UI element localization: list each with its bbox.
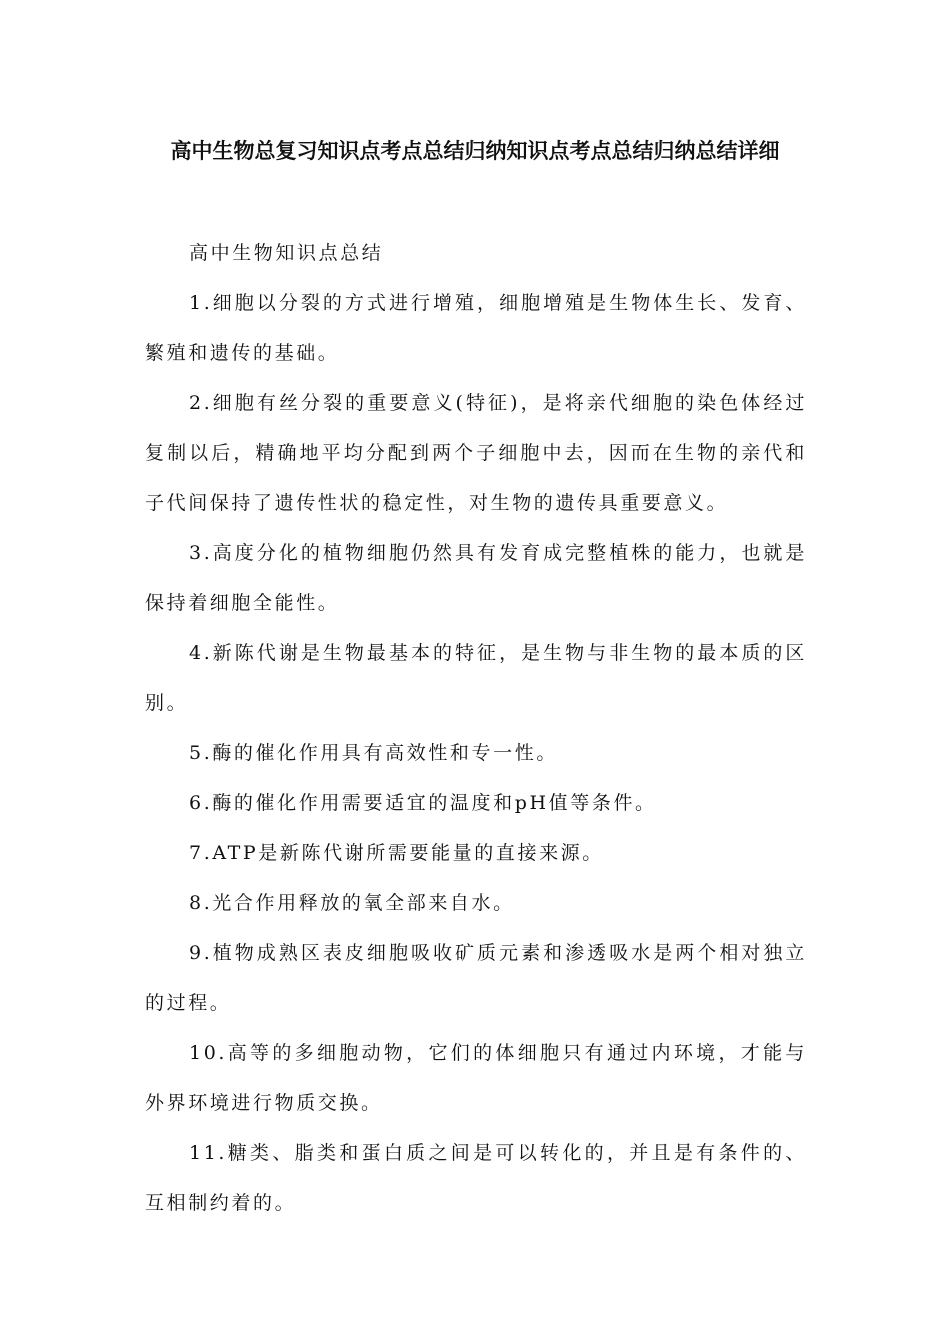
- paragraph-4: 4.新陈代谢是生物最基本的特征，是生物与非生物的最本质的区别。: [145, 642, 807, 714]
- document-title: 高中生物总复习知识点考点总结归纳知识点考点总结归纳总结详细: [170, 139, 780, 163]
- paragraph-5: 5.酶的催化作用具有高效性和专一性。: [189, 742, 558, 764]
- document-body: [145, 228, 807, 1228]
- paragraph-11: 11.糖类、脂类和蛋白质之间是可以转化的，并且是有条件的、互相制约着的。: [145, 1142, 807, 1214]
- paragraph-2: 2.细胞有丝分裂的重要意义(特征)，是将亲代细胞的染色体经过复制以后，精确地平均分配到两个子细胞中去，因而在生物的亲代和子代间保持了遗传性状的稳定性，对生物的遗传具重要意义。: [145, 392, 807, 514]
- paragraph-8: 8.光合作用释放的氧全部来自水。: [189, 892, 515, 914]
- section-heading: 高中生物知识点总结: [189, 242, 384, 264]
- paragraph-3: 3.高度分化的植物细胞仍然具有发育成完整植株的能力，也就是保持着细胞全能性。: [145, 542, 807, 614]
- paragraph-10: 10.高等的多细胞动物，它们的体细胞只有通过内环境，才能与外界环境进行物质交换。: [145, 1042, 807, 1114]
- paragraph-1: 1.细胞以分裂的方式进行增殖，细胞增殖是生物体生长、发育、繁殖和遗传的基础。: [145, 292, 807, 364]
- paragraph-9: 9.植物成熟区表皮细胞吸收矿质元素和渗透吸水是两个相对独立的过程。: [145, 942, 807, 1014]
- paragraph-6: 6.酶的催化作用需要适宜的温度和pH值等条件。: [189, 792, 657, 814]
- paragraph-7: 7.ATP是新陈代谢所需要能量的直接来源。: [189, 842, 604, 864]
